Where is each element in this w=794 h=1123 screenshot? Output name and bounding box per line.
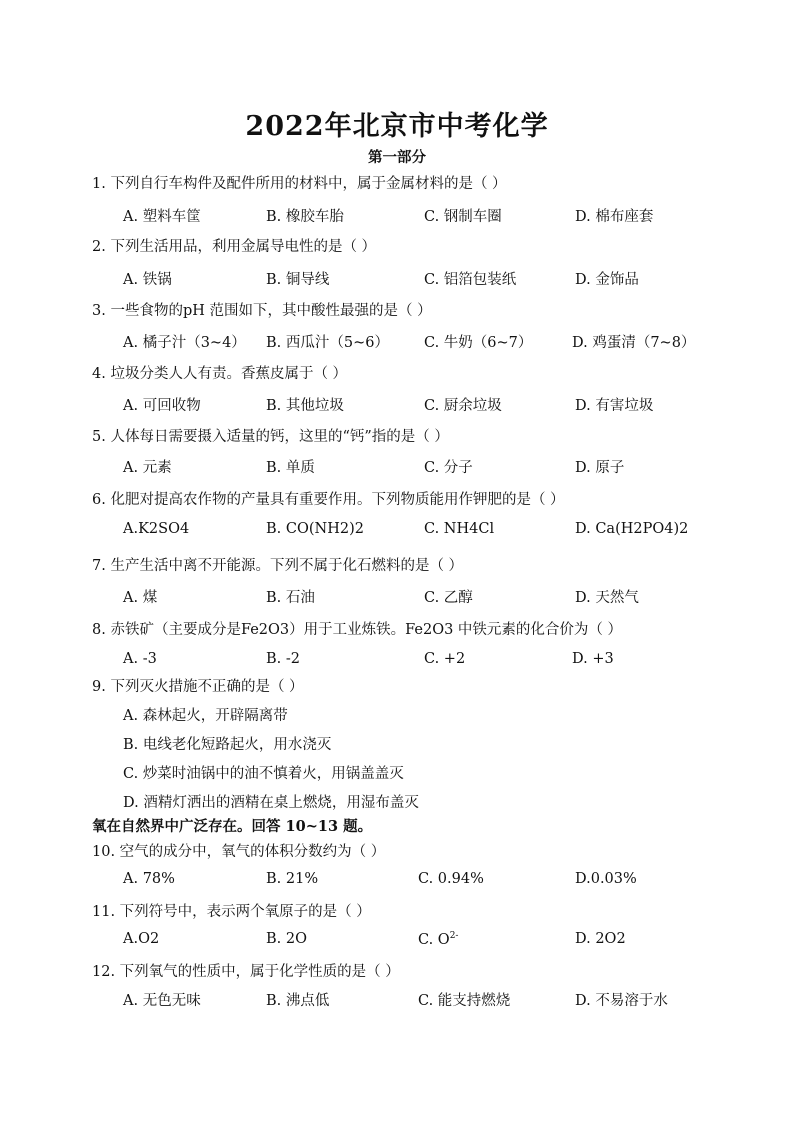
charge-superscript: 2- — [449, 931, 459, 941]
option-a: A. 塑料车筐 — [123, 209, 201, 225]
option-b: B. 其他垃圾 — [266, 398, 344, 414]
option-d: D. 棉布座套 — [575, 209, 654, 225]
option-d: D. 不易溶于水 — [575, 993, 668, 1009]
option-b: B. 沸点低 — [266, 993, 330, 1009]
option-b: B. 铜导线 — [266, 272, 330, 288]
option-d: D. 有害垃圾 — [575, 398, 654, 414]
option-a: A. -3 — [123, 651, 157, 667]
question-stem: 10. 空气的成分中，氧气的体积分数约为（ ） — [92, 844, 386, 860]
option-b: B. 电线老化短路起火，用水浇灭 — [123, 737, 332, 753]
option-d: D. 天然气 — [575, 590, 639, 606]
question-stem: 1. 下列自行车构件及配件所用的材料中，属于金属材料的是（ ） — [92, 176, 507, 192]
option-a: A. 铁锅 — [123, 272, 172, 288]
option-b: B. 西瓜汁（5~6） — [266, 335, 389, 351]
option-a: A.K2SO4 — [123, 521, 190, 537]
option-c: C. 分子 — [424, 460, 473, 476]
option-a: A. 无色无味 — [123, 993, 201, 1009]
question-stem: 3. 一些食物的pH 范围如下，其中酸性最强的是（ ） — [92, 303, 432, 319]
question-stem: 4. 垃圾分类人人有责。香蕉皮属于（ ） — [92, 366, 348, 382]
question-stem: 9. 下列灭火措施不正确的是（ ） — [92, 679, 304, 695]
option-c: C. 厨余垃圾 — [424, 398, 502, 414]
question-stem: 7. 生产生活中离不开能源。下列不属于化石燃料的是（ ） — [92, 558, 464, 574]
option-c: C. 乙醇 — [424, 590, 473, 606]
option-a: A. 森林起火，开辟隔离带 — [123, 708, 288, 724]
question-stem: 11. 下列符号中，表示两个氧原子的是（ ） — [92, 904, 371, 920]
option-d: D. 原子 — [575, 460, 625, 476]
option-d: D.0.03% — [575, 871, 637, 887]
option-d: D. 金饰品 — [575, 272, 639, 288]
option-d: D. 2O2 — [575, 931, 626, 947]
option-a: A.O2 — [123, 931, 160, 947]
option-b: B. -2 — [266, 651, 300, 667]
option-c: C. 铝箔包装纸 — [424, 272, 517, 288]
option-a: A. 煤 — [123, 590, 158, 606]
section-heading: 第一部分 — [368, 149, 426, 166]
option-a: A. 元素 — [123, 460, 172, 476]
option-a: A. 可回收物 — [123, 398, 201, 414]
page-title: 2022年北京市中考化学 — [245, 111, 549, 142]
option-b: B. CO(NH2)2 — [266, 521, 364, 537]
question-stem: 8. 赤铁矿（主要成分是Fe2O3）用于工业炼铁。Fe2O3 中铁元素的化合价为（ ） — [92, 622, 623, 638]
option-d: D. +3 — [572, 651, 614, 667]
option-a: A. 橘子汁（3~4） — [123, 335, 246, 351]
option-d: D. 酒精灯洒出的酒精在桌上燃烧，用湿布盖灭 — [123, 795, 419, 811]
option-c: C. 炒菜时油锅中的油不慎着火，用锅盖盖灭 — [123, 766, 404, 782]
option-c — [418, 931, 458, 948]
option-c: C. 0.94% — [418, 871, 484, 887]
option-d: D. Ca(H2PO4)2 — [575, 521, 689, 537]
question-stem: 12. 下列氧气的性质中，属于化学性质的是（ ） — [92, 964, 400, 980]
question-stem: 5. 人体每日需要摄入适量的钙，这里的“钙”指的是（ ） — [92, 429, 449, 445]
option-d: D. 鸡蛋清（7~8） — [572, 335, 696, 351]
option-c-text: C. O — [418, 931, 450, 948]
question-stem: 2. 下列生活用品，利用金属导电性的是（ ） — [92, 239, 377, 255]
option-c: C. NH4Cl — [424, 521, 495, 537]
section-note: 氧在自然界中广泛存在。回答 10~13 题。 — [92, 818, 373, 835]
option-c: C. 能支持燃烧 — [418, 993, 511, 1009]
option-b: B. 21% — [266, 871, 319, 887]
option-b: B. 2O — [266, 931, 307, 947]
option-a: A. 78% — [123, 871, 175, 887]
option-c: C. +2 — [424, 651, 466, 667]
option-b: B. 单质 — [266, 460, 315, 476]
option-c: C. 钢制车圈 — [424, 209, 502, 225]
option-b: B. 橡胶车胎 — [266, 209, 344, 225]
option-b: B. 石油 — [266, 590, 315, 606]
question-stem: 6. 化肥对提高农作物的产量具有重要作用。下列物质能用作钾肥的是（ ） — [92, 492, 565, 508]
option-c: C. 牛奶（6~7） — [424, 335, 533, 351]
